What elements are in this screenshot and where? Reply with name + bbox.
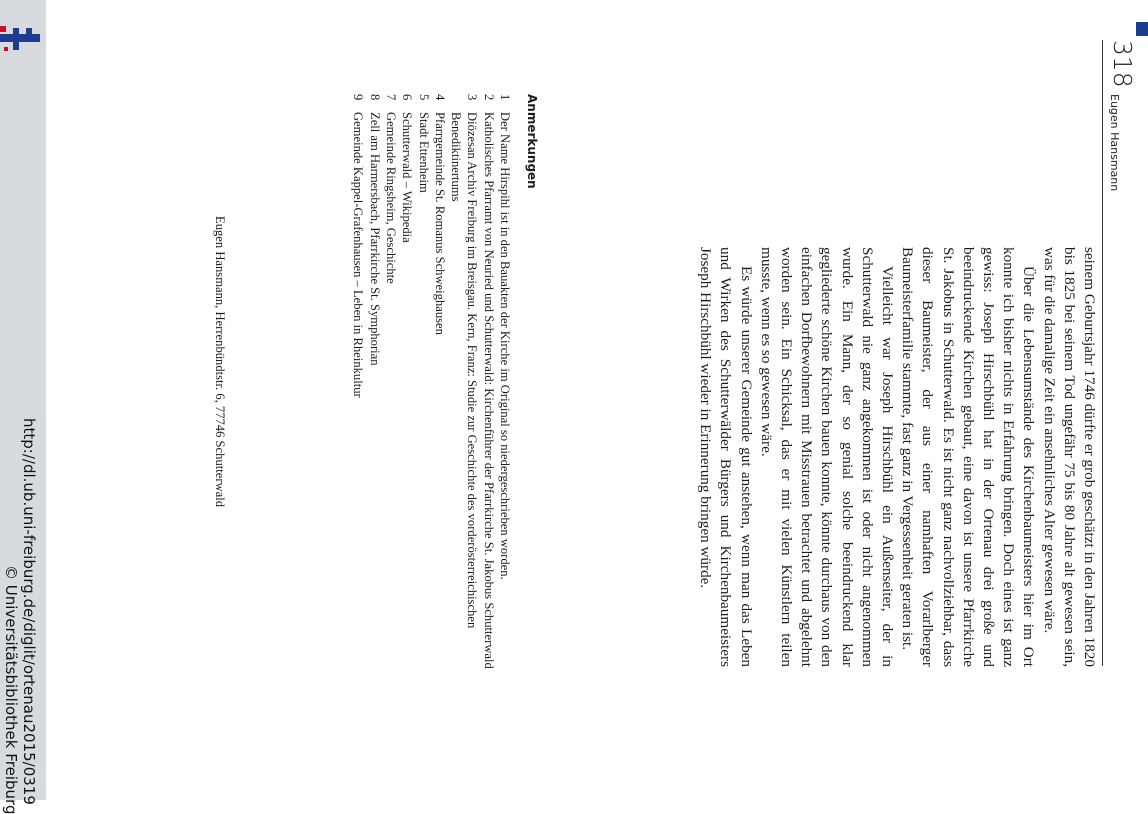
note-item <box>497 94 513 694</box>
note-number: 1 <box>498 94 512 101</box>
note-number: 2 <box>481 94 496 101</box>
note-number: 5 <box>416 94 431 101</box>
note-item <box>366 94 382 694</box>
note-text: Diözesan Archiv Freiburg im Breisgau. Kern, Franz: Studie zur Geschichte des vorderösterreichischen Benediktinertums <box>449 112 480 629</box>
running-head: Eugen Hansmann <box>1108 94 1121 192</box>
viewer-sidebar <box>0 0 46 814</box>
note-item <box>383 94 399 694</box>
notes-list <box>350 94 513 694</box>
note-item <box>399 94 415 694</box>
note-text: Zell am Harmersbach, Pfarrkirche St. Symphorian <box>367 112 382 366</box>
ub-freiburg-logo-icon <box>0 14 40 54</box>
author-address: Eugen Hansmann, Herrenbündtstr. 6, 77746 Schutterwald <box>213 216 227 507</box>
copyright-notice: © Universitätsbibliothek Freiburg <box>2 565 20 814</box>
note-item <box>415 94 431 694</box>
notes-heading: Anmerkungen <box>525 94 539 189</box>
note-text: Pfarrgemeinde St. Romanus Schweighausen <box>432 112 447 335</box>
note-text: Gemeinde Ringsheim, Geschichte <box>383 112 398 284</box>
note-text: Katholisches Pfarramt von Neuried und Schutterwald: Kirchenführer der Pfarrkirche St. Jakobus Schutterwald <box>481 112 496 669</box>
page-number: 318 <box>1108 40 1137 88</box>
note-item <box>432 94 448 694</box>
note-item <box>480 94 496 694</box>
note-number: 4 <box>432 94 447 101</box>
paragraph: Es würde unserer Gemeinde gut anstehen, wenn man das Leben und Wirken des Schutterwälder Bürgers und Kirchenbaumeisters Joseph Hirschbühl wieder in Erinnerung bringen würde. <box>697 247 755 667</box>
rotated-page-content <box>92 0 1144 800</box>
header-rule <box>1102 40 1103 666</box>
paragraph: Über die Lebensumstände des Kirchenbaumeisters hier im Ort konnte ich bisher nichts in Erfahrung bringen. Doch eines ist ganz gewiss: Joseph Hirschbühl hat in der Ortenau drei große und beeindruckende Kirchen gebaut, eine davon ist unsere Pfarrkirche St. Jakobus in Schutterwald. Es ist nicht ganz nachvollziehbar, dass dieser Baumeister, der aus einer namhaften Vorarlberger Baumeisterfamilie stammte, fast ganz in Vergessenheit geraten ist. <box>899 247 1038 667</box>
paragraph: seinem Geburtsjahr 1746 dürfte er grob geschätzt in den Jahren 1820 bis 1825 bei seinem Tod ungefähr 75 bis 80 Jahre alt gewesen sein, was für die damalige Zeit ein ansehnliches Alter gewesen wäre. <box>1040 247 1098 667</box>
body-text <box>695 247 1099 667</box>
paragraph: Vielleicht war Joseph Hirschbühl ein Außenseiter, der in Schutterwald nie ganz angekommen ist oder nicht angenommen wurde. Ein Mann, der so genial solche beeindruckend klar gegliederte schöne Kirchen bauen konnte, könnte durchaus von den einfachen Dorfbewohnern mit Misstrauen betrachtet und abgelehnt worden sein. Ein Schicksal, das er mit vielen Künstlern teilen musste, wenn es so gewesen wäre. <box>757 247 896 667</box>
note-text: Schutterwald – Wikipedia <box>400 112 415 243</box>
note-number: 9 <box>351 94 366 101</box>
note-text: Der Name Hirspihl ist in den Bauakten der Kirche im Original so niedergeschrieben worden. <box>498 112 512 580</box>
document-page <box>46 0 1148 800</box>
note-item <box>350 94 366 694</box>
note-number: 7 <box>383 94 398 101</box>
note-text: Stadt Ettenheim <box>416 112 431 193</box>
note-number: 3 <box>465 94 480 101</box>
note-text: Gemeinde Kappel-Grafenhausen – Leben in Rheinkultur <box>351 112 366 398</box>
note-number: 6 <box>400 94 415 101</box>
source-url-link[interactable]: http://dl.ub.uni-freiburg.de/diglit/ortenau2015/0319 <box>20 418 38 805</box>
note-item <box>448 94 481 694</box>
page-edge-marker <box>1136 22 1148 36</box>
note-number: 8 <box>367 94 382 101</box>
